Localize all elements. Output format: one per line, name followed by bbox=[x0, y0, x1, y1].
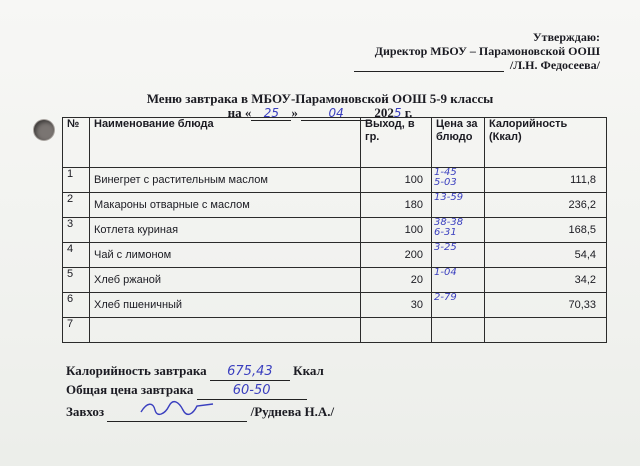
dish-kcal: 111,8 bbox=[485, 168, 607, 193]
date-day: 25 bbox=[251, 106, 291, 121]
dish-output: 200 bbox=[361, 243, 432, 268]
row-number: 5 bbox=[63, 268, 90, 293]
col-kcal: Калорийность (Ккал) bbox=[485, 118, 607, 168]
keeper-line: Завхоз /Руднева Н.А./ bbox=[66, 400, 334, 422]
menu-table bbox=[62, 117, 607, 343]
col-price: Цена за блюдо bbox=[432, 118, 485, 168]
dish-name: Винегрет с растительным маслом bbox=[90, 168, 361, 193]
keeper-signature bbox=[107, 400, 247, 422]
dish-kcal: 54,4 bbox=[485, 243, 607, 268]
date-month: 04 bbox=[301, 106, 371, 121]
dish-kcal bbox=[485, 318, 607, 343]
kcal-total-value: 675,43 bbox=[210, 363, 290, 381]
kcal-total-line: Калорийность завтрака 675,43 Ккал bbox=[66, 363, 324, 379]
dish-price bbox=[432, 268, 485, 293]
approval-block bbox=[354, 30, 600, 72]
table-row bbox=[63, 293, 607, 318]
dish-name: Макароны отварные с маслом bbox=[90, 193, 361, 218]
dish-name: Чай с лимоном bbox=[90, 243, 361, 268]
table-header-row bbox=[63, 118, 607, 168]
price-total-line: Общая цена завтрака 60-50 bbox=[66, 381, 334, 400]
price-handwritten: 3-25 bbox=[434, 242, 457, 253]
dish-name: Хлеб пшеничный bbox=[90, 293, 361, 318]
dish-price bbox=[432, 168, 485, 193]
punch-hole bbox=[34, 120, 54, 140]
dish-kcal: 236,2 bbox=[485, 193, 607, 218]
director-position: Директор МБОУ – Парамоновской ООШ bbox=[374, 44, 600, 58]
row-number: 3 bbox=[63, 218, 90, 243]
price-handwritten: 13-59 bbox=[434, 192, 464, 203]
dish-output: 100 bbox=[361, 218, 432, 243]
dish-name: Котлета куриная bbox=[90, 218, 361, 243]
dish-kcal: 168,5 bbox=[485, 218, 607, 243]
table-row bbox=[63, 193, 607, 218]
price-handwritten: 6-31 bbox=[434, 227, 457, 238]
footer-block bbox=[66, 362, 334, 422]
price-handwritten: 38-38 bbox=[434, 217, 464, 228]
dish-price bbox=[432, 318, 485, 343]
dish-price bbox=[432, 193, 485, 218]
col-number: № bbox=[63, 118, 90, 168]
price-total-value: 60-50 bbox=[197, 382, 307, 400]
dish-output: 180 bbox=[361, 193, 432, 218]
dish-output: 30 bbox=[361, 293, 432, 318]
director-name: /Л.Н. Федосеева/ bbox=[509, 58, 600, 72]
approve-label: Утверждаю: bbox=[532, 30, 600, 44]
menu-date: на « 25 » 04 2025 г. bbox=[227, 105, 413, 120]
director-signature-line bbox=[354, 58, 600, 72]
price-handwritten: 5-03 bbox=[434, 177, 457, 188]
dish-kcal: 34,2 bbox=[485, 268, 607, 293]
dish-output: 100 bbox=[361, 168, 432, 193]
dish-kcal: 70,33 bbox=[485, 293, 607, 318]
price-handwritten: 2-79 bbox=[434, 292, 457, 303]
col-output: Выход, в гр. bbox=[361, 118, 432, 168]
date-year-digit: 5 bbox=[393, 106, 402, 120]
table-row bbox=[63, 318, 607, 343]
row-number: 1 bbox=[63, 168, 90, 193]
table-row bbox=[63, 168, 607, 193]
dish-price bbox=[432, 218, 485, 243]
dish-price bbox=[432, 293, 485, 318]
price-handwritten: 1-45 bbox=[434, 167, 457, 178]
dish-name: Хлеб ржаной bbox=[90, 268, 361, 293]
table-row bbox=[63, 218, 607, 243]
dish-name bbox=[90, 318, 361, 343]
table-row bbox=[63, 268, 607, 293]
dish-output: 20 bbox=[361, 268, 432, 293]
dish-output bbox=[361, 318, 432, 343]
menu-title-line: Меню завтрака в МБОУ-Парамоновской ООШ 5-9 классы bbox=[146, 91, 494, 106]
col-dish: Наименование блюда bbox=[90, 118, 361, 168]
row-number: 4 bbox=[63, 243, 90, 268]
dish-price bbox=[432, 243, 485, 268]
row-number: 2 bbox=[63, 193, 90, 218]
row-number: 7 bbox=[63, 318, 90, 343]
table-row bbox=[63, 243, 607, 268]
row-number: 6 bbox=[63, 293, 90, 318]
price-handwritten: 1-04 bbox=[434, 267, 457, 278]
